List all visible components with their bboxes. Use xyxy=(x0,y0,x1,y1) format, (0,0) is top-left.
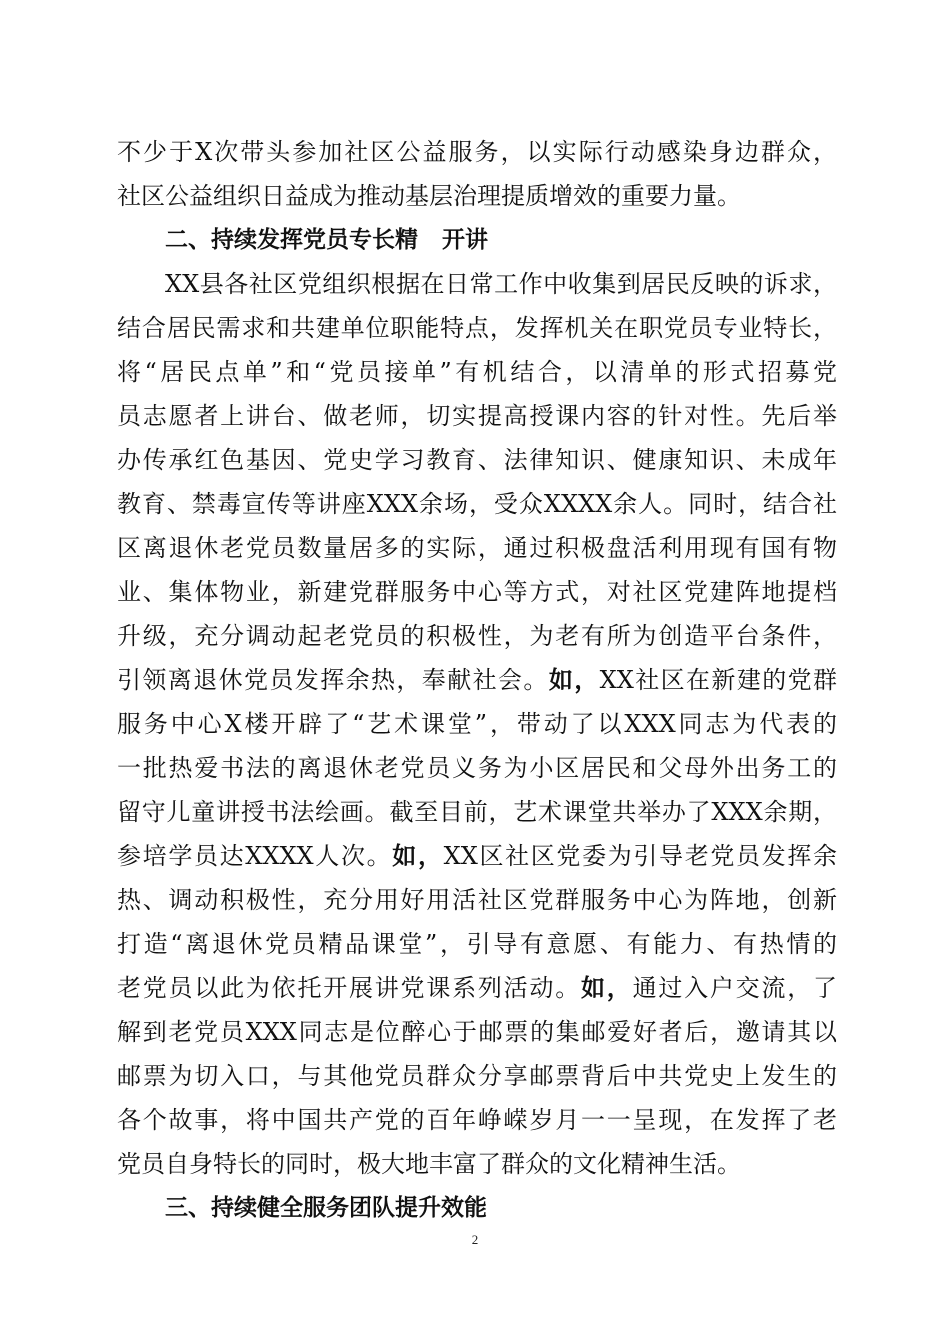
body-line: 热、调动积极性，充分用好用活社区党群服务中心为阵地，创新 xyxy=(117,886,837,914)
body-line: 服务中心X楼开辟了“艺术课堂”，带动了以XXX同志为代表的 xyxy=(117,710,837,738)
body-text: XX区社区党委为引导老党员发挥余 xyxy=(443,842,837,870)
body-text: XX社区在新建的党群 xyxy=(599,666,837,694)
section-heading-text: 开讲 xyxy=(442,227,488,253)
body-line: 教育、禁毒宣传等讲座XXX余场，受众XXXX余人。同时，结合社 xyxy=(117,490,837,518)
body-line: 业、集体物业，新建党群服务中心等方式，对社区党建阵地提档 xyxy=(117,578,837,606)
emphasis-text: 如， xyxy=(581,973,633,1002)
body-line: 邮票为切入口，与其他党员群众分享邮票背后中共党史上发生的 xyxy=(117,1062,837,1090)
body-line xyxy=(117,966,837,1010)
body-text: 老党员以此为依托开展讲党课系列活动。 xyxy=(117,974,581,1002)
body-line: 各个故事，将中国共产党的百年峥嵘岁月一一呈现，在发挥了老 xyxy=(117,1106,837,1134)
page-number: 2 xyxy=(471,1232,479,1247)
body-line: 解到老党员XXX同志是位醉心于邮票的集邮爱好者后，邀请其以 xyxy=(117,1018,837,1046)
body-line: 区离退休老党员数量居多的实际，通过积极盘活利用现有国有物 xyxy=(117,534,837,562)
body-line: 留守儿童讲授书法绘画。截至目前，艺术课堂共举办了XXX余期， xyxy=(117,798,837,826)
section-heading-3: 三、持续健全服务团队提升效能 xyxy=(165,1195,487,1221)
body-line: 升级，充分调动起老党员的积极性，为老有所为创造平台条件， xyxy=(117,622,837,650)
body-line: 打造“离退休党员精品课堂”，引导有意愿、有能力、有热情的 xyxy=(117,930,837,958)
section-heading-2 xyxy=(165,218,837,262)
body-line: 员志愿者上讲台、做老师，切实提高授课内容的针对性。先后举 xyxy=(117,402,837,430)
section-heading-text: 二、持续发挥党员专长精 xyxy=(165,227,418,253)
body-line: 结合居民需求和共建单位职能特点，发挥机关在职党员专业特长， xyxy=(117,314,837,342)
body-text: 引领离退休党员发挥余热，奉献社会。 xyxy=(117,666,549,694)
body-line: 不少于X次带头参加社区公益服务，以实际行动感染身边群众， xyxy=(117,138,837,166)
emphasis-text: 如， xyxy=(392,841,444,870)
body-text: 参培学员达XXXX人次。 xyxy=(117,842,393,870)
emphasis-text: 如， xyxy=(548,665,600,694)
body-line xyxy=(117,834,837,878)
body-line: 党员自身特长的同时，极大地丰富了群众的文化精神生活。 xyxy=(117,1150,741,1178)
body-line: 社区公益组织日益成为推动基层治理提质增效的重要力量。 xyxy=(117,182,741,210)
body-line: 一批热爱书法的离退休老党员义务为小区居民和父母外出务工的 xyxy=(117,754,837,782)
body-line: XX县各社区党组织根据在日常工作中收集到居民反映的诉求， xyxy=(165,270,837,298)
body-line: 办传承红色基因、党史学习教育、法律知识、健康知识、未成年 xyxy=(117,446,837,474)
body-text: 通过入户交流，了 xyxy=(632,974,837,1002)
body-line: 将“居民点单”和“党员接单”有机结合，以清单的形式招募党 xyxy=(117,358,837,386)
body-line xyxy=(117,658,837,702)
